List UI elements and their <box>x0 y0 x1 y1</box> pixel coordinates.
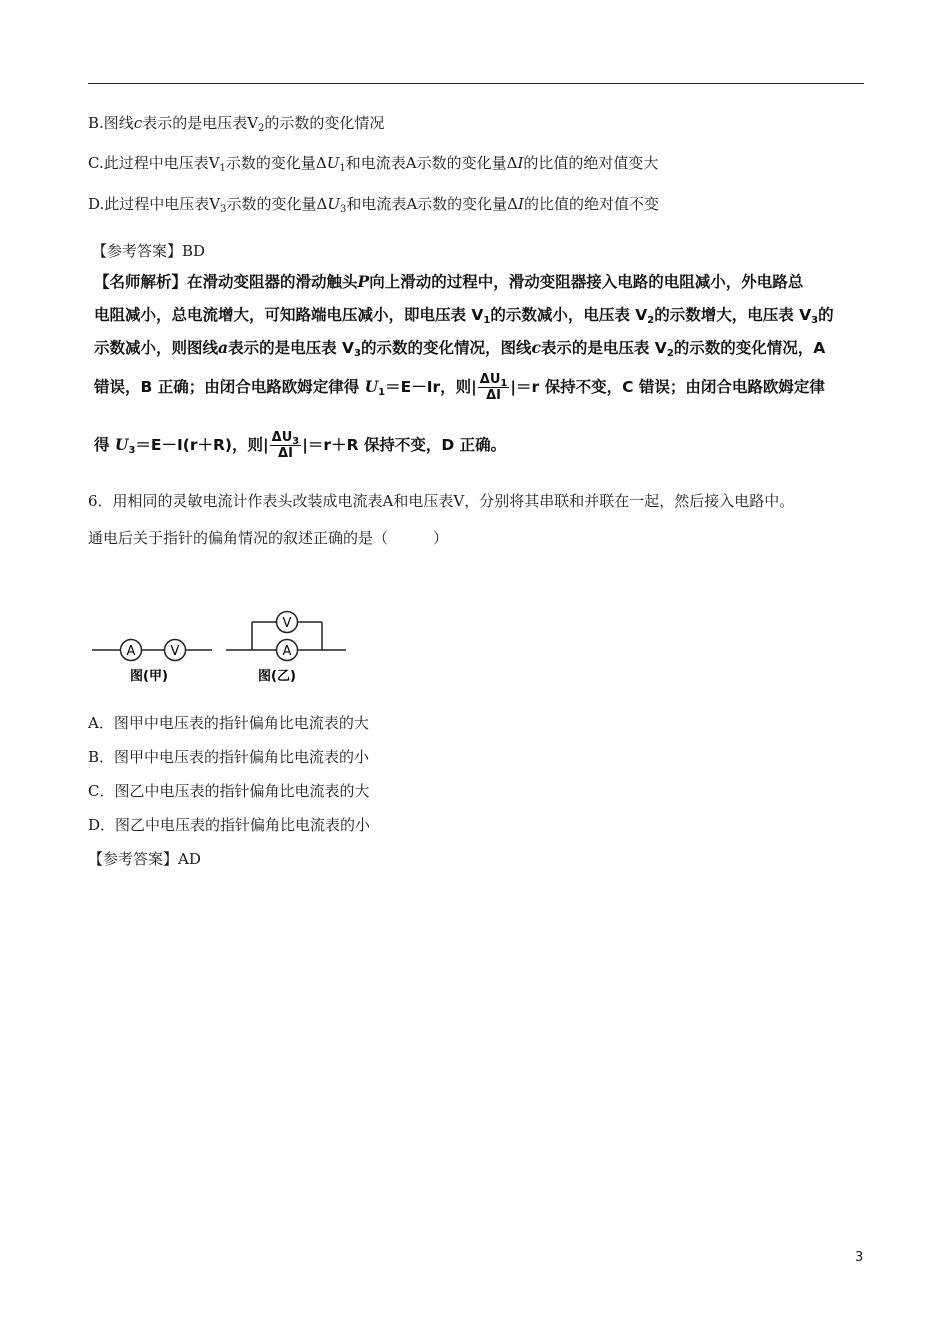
option-a-q6: A．图甲中电压表的指针偏角比电流表的大 <box>88 714 369 732</box>
option-d-q6: D．图乙中电压表的指针偏角比电流表的小 <box>88 816 371 834</box>
option-b-q6: B．图甲中电压表的指针偏角比电流表的小 <box>88 748 370 766</box>
explanation-line-3: 示数减小，则图线a表示的是电压表 $V_3$的示数的变化情况，图线c表示的是电压表 $V_2$的示数的变化情况，A <box>94 338 826 359</box>
ammeter-label: A <box>126 644 136 659</box>
header-rule <box>88 83 864 84</box>
explanation-line-1: 【名师解析】在滑动变阻器的滑动触头P向上滑动的过程中，滑动变阻器接入电路的电阻减小，外电路总 <box>94 272 804 291</box>
option-c-q5: C.此过程中电压表$V_1$示数的变化量$\Delta U_1$和电流表A示数的变化量ΔI的比值的绝对值变大 <box>88 154 659 174</box>
figure-jia-label: 图(甲) <box>130 669 168 684</box>
voltmeter-label: V <box>170 644 180 659</box>
answer-q6: 【参考答案】AD <box>88 850 201 868</box>
option-d-q5: D.此过程中电压表$V_3$示数的变化量$\Delta U_3$和电流表A示数的变化量ΔI的比值的绝对值不变 <box>88 195 659 215</box>
circuit-figure <box>88 605 358 687</box>
page-number: 3 <box>855 1250 864 1265</box>
option-b-q5: B.图线c表示的是电压表$V_2$的示数的变化情况 <box>88 114 385 134</box>
explanation-line-2: 电阻减小，总电流增大，可知路端电压减小，即电压表 $V_1$的示数减小，电压表 $V_2$的示数增大，电压表 $V_3$的 <box>94 306 834 326</box>
ammeter-label: A <box>282 644 292 659</box>
question-6-line-1: 6．用相同的灵敏电流计作表头改装成电流表A和电压表V，分别将其串联和并联在一起，然后接入电路中。 <box>88 492 795 510</box>
voltmeter-label: V <box>282 616 292 631</box>
fraction-du3-di: $\frac{\Delta U_3}{\Delta I}$ <box>271 430 300 461</box>
fraction-du1-di: $\frac{\Delta U_1}{\Delta I}$ <box>479 372 508 403</box>
question-6-line-2: 通电后关于指针的偏角情况的叙述正确的是（ ） <box>88 529 449 547</box>
figure-yi-label: 图(乙) <box>258 669 296 684</box>
explanation-line-4: 错误，B 正确；由闭合电路欧姆定律得 $U_1=E-Ir$，则| $\frac{\Delta U_1}{\Delta I}$ |＝r 保持不变，C 错误；由闭合电路欧姆定律 <box>94 372 825 403</box>
explanation-line-5: 得 $U_3=E-I(r+R)$，则| $\frac{\Delta U_3}{\Delta I}$ |＝r＋R 保持不变，D 正确。 <box>94 430 507 461</box>
figure-jia <box>92 640 212 685</box>
answer-q5: 【参考答案】BD <box>92 242 206 260</box>
option-c-q6: C．图乙中电压表的指针偏角比电流表的大 <box>88 782 370 800</box>
figure-yi <box>226 612 346 685</box>
